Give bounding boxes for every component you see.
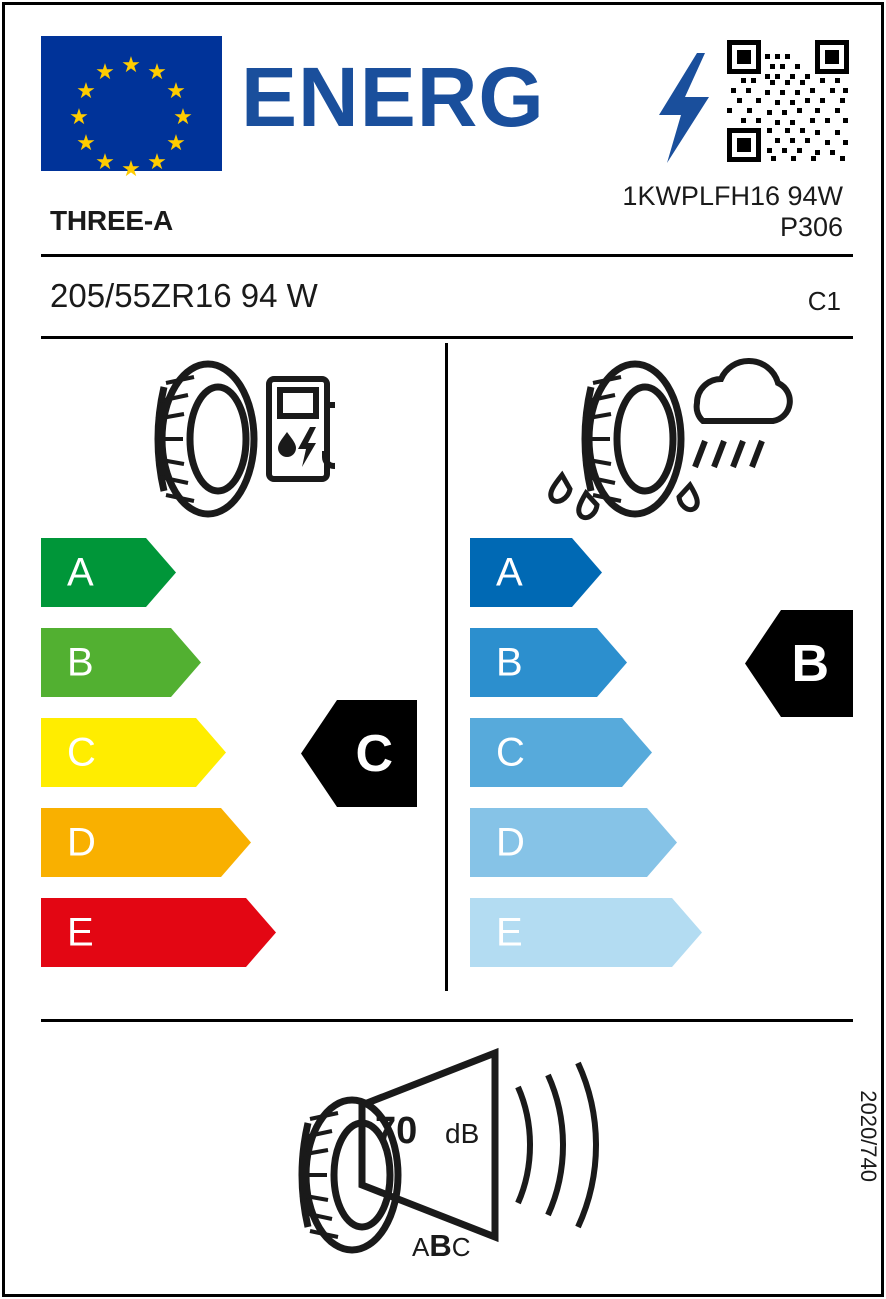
fuel-grade-row-a	[41, 538, 176, 607]
noise-unit: dB	[445, 1118, 480, 1149]
fuel-grade-label-b: B	[67, 640, 94, 684]
wetgrip-grade-label-a: A	[496, 550, 523, 594]
supplier-brand: THREE-A	[50, 205, 174, 236]
wetgrip-grade-label-c: C	[496, 730, 525, 774]
wetgrip-grade-label-d: D	[496, 820, 525, 864]
wetgrip-grade-row-c	[470, 718, 652, 787]
fuel-grade-selected-marker	[301, 700, 417, 807]
noise-class-a: A	[412, 1232, 430, 1262]
noise-class-b-selected: B	[429, 1228, 452, 1263]
fuel-grade-row-c	[41, 718, 226, 787]
wetgrip-grade-row-b	[470, 628, 627, 697]
noise-class-c: C	[451, 1232, 471, 1262]
wetgrip-grade-selected-label: B	[791, 634, 829, 693]
eu-flag	[41, 36, 222, 181]
noise-value: 70	[375, 1110, 418, 1152]
tire-model-code: P306	[779, 212, 843, 242]
page-title: ENERG	[241, 50, 545, 144]
wetgrip-grade-arrow-b	[470, 628, 627, 697]
fuel-grade-row-b	[41, 628, 201, 697]
noise-class-scale	[412, 1228, 471, 1264]
fuel-grade-label-d: D	[67, 820, 96, 864]
tire-rain-cloud-icon	[540, 357, 795, 532]
eu-flag-stars: ★ ★ ★ ★ ★ ★ ★ ★ ★ ★ ★ ★	[69, 52, 193, 181]
wetgrip-grade-label-b: B	[496, 640, 523, 684]
wetgrip-grade-selected-marker	[745, 610, 853, 717]
divider-middle	[41, 336, 853, 339]
tire-class-badge: C1	[807, 286, 841, 316]
fuel-grade-row-d	[41, 808, 251, 877]
wetgrip-grade-row-a	[470, 538, 602, 607]
lightning-bolt-icon	[653, 53, 713, 163]
tire-size-designation: 205/55ZR16 94 W	[50, 277, 318, 314]
fuel-grade-arrow-a	[41, 538, 176, 607]
fuel-grade-arrow-b	[41, 628, 201, 697]
qr-code	[723, 36, 853, 166]
wetgrip-grade-row-e	[470, 898, 702, 967]
fuel-grade-label-e: E	[67, 910, 94, 954]
fuel-grade-row-e	[41, 898, 276, 967]
wetgrip-grade-row-d	[470, 808, 677, 877]
tire-type-code: 1KWPLFH16 94W	[622, 181, 843, 211]
divider-vertical	[445, 343, 448, 991]
tire-fuel-pump-icon	[130, 357, 335, 522]
regulation-reference: 2020/740	[856, 1090, 881, 1182]
divider-bottom	[41, 1019, 853, 1022]
fuel-grade-selected-label: C	[355, 724, 393, 783]
divider-top	[41, 254, 853, 257]
fuel-grade-label-a: A	[67, 550, 94, 594]
energy-label-frame	[2, 2, 884, 1297]
fuel-grade-label-c: C	[67, 730, 96, 774]
wetgrip-grade-arrow-a	[470, 538, 602, 607]
wetgrip-grade-label-e: E	[496, 910, 523, 954]
